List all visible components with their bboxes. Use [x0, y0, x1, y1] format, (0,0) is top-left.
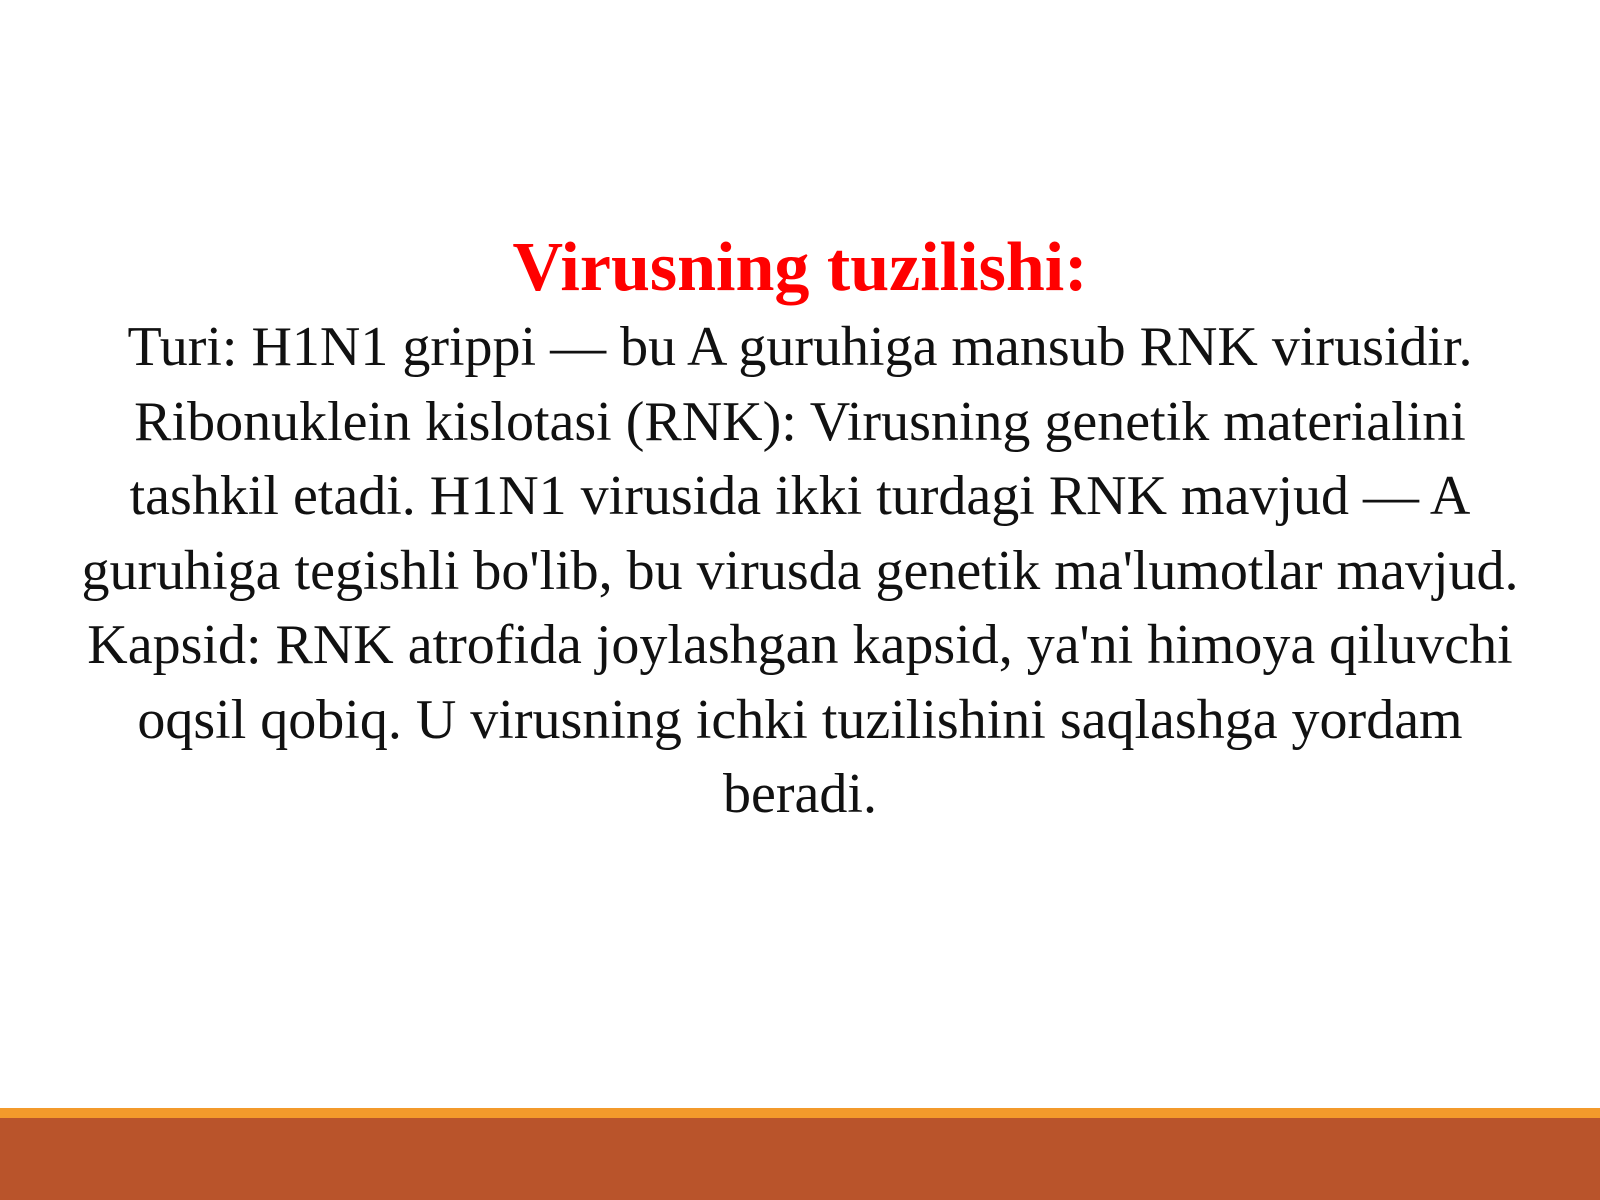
slide-body-text: Turi: H1N1 grippi — bu A guruhiga mansub RNK virusidir. Ribonuklein kislotasi (RNK): Virusning genetik materialini tashkil etadi. H1N1 virusida ikki turdagi RNK mavjud — A guruhiga tegishli bo'lib, bu virusda genetik ma'lumotlar mavjud. Kapsid: RNK atrofida joylashgan kapsid, ya'ni himoya qiluvchi oqsil qobiq. U virusning ichki tuzilishini saqlashga yordam beradi.	[81, 316, 1519, 825]
footer-accent-line	[0, 1108, 1600, 1118]
slide-content	[70, 226, 1530, 832]
slide-title: Virusning tuzilishi:	[512, 229, 1088, 306]
footer-bar	[0, 1118, 1600, 1200]
